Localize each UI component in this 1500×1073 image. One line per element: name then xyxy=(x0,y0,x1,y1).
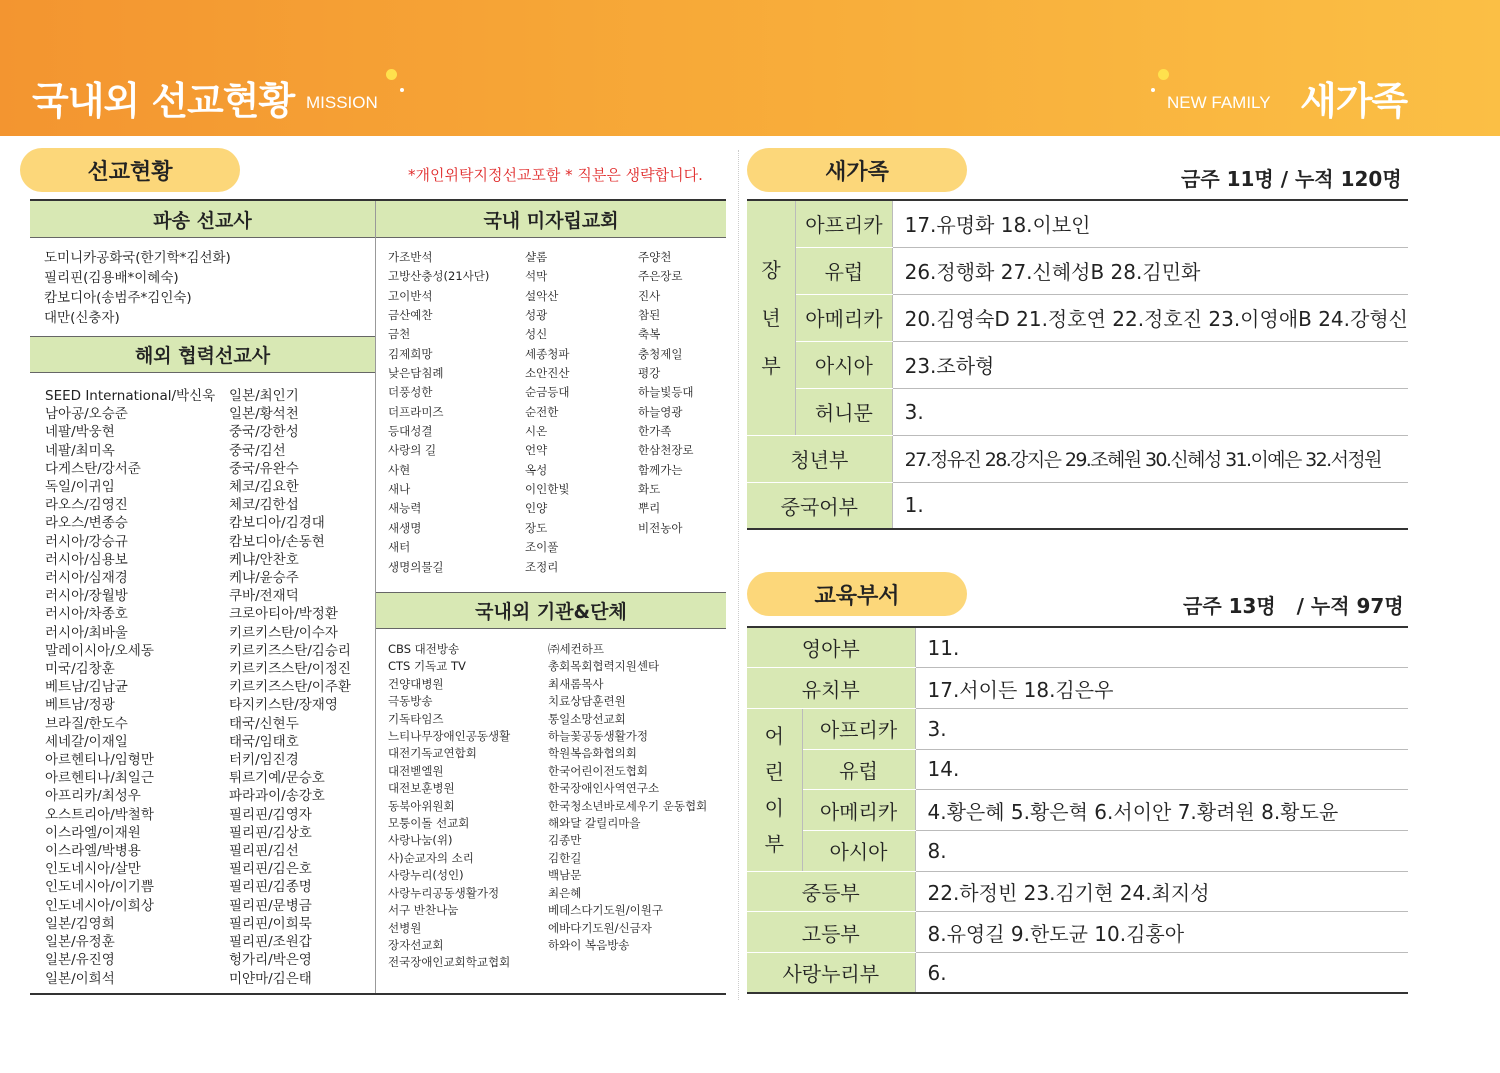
dispatched-heading: 파송 선교사 xyxy=(30,201,375,238)
overseas-item: 중국/강한성 xyxy=(229,424,299,441)
overseas-item: 아르헨티나/임형만 xyxy=(45,752,154,769)
overseas-item: 필리핀/조원갑 xyxy=(229,934,312,951)
institution-item: 사랑누리공동생활가정 xyxy=(388,885,500,900)
decor-dot-icon xyxy=(1151,88,1155,92)
domestic-church-item: 새능력 xyxy=(388,501,422,516)
row-value: 8. xyxy=(915,830,1408,871)
row-label: 아프리카 xyxy=(796,200,892,247)
overseas-item: 일본/유정훈 xyxy=(45,934,115,951)
institution-item: 사랑누리(성인) xyxy=(388,868,464,883)
domestic-church-item: 김제희망 xyxy=(388,346,433,361)
domestic-church-item: 화도 xyxy=(638,482,661,497)
row-value: 6. xyxy=(915,953,1408,994)
overseas-item: 일본/유진영 xyxy=(45,952,115,969)
institution-item: 사랑나눔(위) xyxy=(388,833,453,848)
domestic-church-item: 조정리 xyxy=(525,559,559,574)
overseas-item: 아르헨티나/최일근 xyxy=(45,770,154,787)
institution-item: 하와이 복음방송 xyxy=(548,937,630,952)
overseas-item: 튀르기예/문승호 xyxy=(229,770,325,787)
row-value: 20.김영숙D 21.정호연 22.정호진 23.이영애B 24.강형신 xyxy=(892,294,1408,341)
newfamily-subtitle: NEW FAMILY xyxy=(1167,93,1271,112)
mission-title: 국내외 선교현황 xyxy=(32,79,295,123)
group-label-char: 부 xyxy=(761,353,781,378)
group-label-char: 년 xyxy=(761,305,781,330)
institution-item: 김종만 xyxy=(548,833,582,848)
row-value: 3. xyxy=(915,708,1408,749)
institution-item: 극동방송 xyxy=(388,694,433,709)
overseas-item: 필리핀/김영자 xyxy=(229,806,312,823)
row-value: 8.유영길 9.한도균 10.김홍아 xyxy=(915,912,1408,953)
mission-right-column xyxy=(375,201,726,993)
row-label: 영아부 xyxy=(747,627,915,668)
domestic-church-item: 더프라미즈 xyxy=(388,404,444,419)
overseas-item: 베트남/김남균 xyxy=(45,679,128,696)
table-row xyxy=(747,708,1408,749)
row-label: 아메리카 xyxy=(796,294,892,341)
domestic-church-item: 석막 xyxy=(525,269,548,284)
education-table xyxy=(747,626,1408,994)
institution-item: 건양대병원 xyxy=(388,676,444,691)
decor-dot-icon xyxy=(400,88,404,92)
overseas-item: 세네갈/이재일 xyxy=(45,733,128,750)
domestic-church-item: 고이반석 xyxy=(388,288,433,303)
institution-item: 서구 반찬나눔 xyxy=(388,903,459,918)
institution-item: 하늘꽃공동생활가정 xyxy=(548,729,648,744)
table-row xyxy=(747,247,1408,294)
decor-dot-icon xyxy=(1158,69,1169,80)
domestic-church-item: 함께가는 xyxy=(638,462,683,477)
row-value: 22.하정빈 23.김기현 24.최지성 xyxy=(915,871,1408,912)
table-row xyxy=(747,749,1408,790)
row-label: 사랑누리부 xyxy=(747,953,915,994)
group-label-char: 부 xyxy=(764,831,784,856)
overseas-item: 인도네시아/이희상 xyxy=(45,897,154,914)
institution-item: 장자선교회 xyxy=(388,937,444,952)
domestic-church-item: 금천 xyxy=(388,327,411,342)
domestic-church-item: 새터 xyxy=(388,540,411,555)
overseas-item: 체코/김요한 xyxy=(229,479,299,496)
overseas-item: 러시아/심용보 xyxy=(45,551,128,568)
overseas-item: 아프리카/최성우 xyxy=(45,788,141,805)
group-label-children xyxy=(747,708,802,871)
row-label: 청년부 xyxy=(747,435,892,482)
decor-dot-icon xyxy=(386,69,397,80)
domestic-church-item: 낮은담침례 xyxy=(388,366,444,381)
overseas-list-col1 xyxy=(45,387,215,988)
overseas-item: 라오스/변종승 xyxy=(45,515,128,532)
domestic-church-item: 한가족 xyxy=(638,424,672,439)
newfamily-title: 새가족 xyxy=(1300,79,1408,123)
row-value: 23.조하형 xyxy=(892,341,1408,388)
row-label: 아프리카 xyxy=(802,708,915,749)
domestic-list-col2 xyxy=(525,248,569,577)
institution-item: 대전기독교연합회 xyxy=(388,746,477,761)
domestic-church-item: 새생명 xyxy=(388,520,422,535)
table-row xyxy=(747,830,1408,871)
row-value: 4.황은혜 5.황은혁 6.서이안 7.황려원 8.황도윤 xyxy=(915,790,1408,831)
institution-item: 대전보훈병원 xyxy=(388,781,455,796)
overseas-item: 말레이시아/오세동 xyxy=(45,642,154,659)
institution-item: 사)순교자의 소리 xyxy=(388,850,474,865)
domestic-church-item: 이인한빛 xyxy=(525,482,570,497)
domestic-church-item: 샬롬 xyxy=(525,250,548,264)
group-label-char: 어 xyxy=(764,723,784,748)
domestic-church-item: 고방산충성(21사단) xyxy=(388,269,490,284)
domestic-church-item: 생명의물길 xyxy=(388,559,444,574)
domestic-heading: 국내 미자립교회 xyxy=(376,201,726,238)
overseas-item: 독일/이귀임 xyxy=(45,479,115,496)
table-row xyxy=(747,953,1408,994)
overseas-item: 키르키즈스탄/이주환 xyxy=(229,679,351,696)
overseas-item: 브라질/한도수 xyxy=(45,715,128,732)
domestic-church-item: 한삼천장로 xyxy=(638,443,694,458)
overseas-item: 라오스/김영진 xyxy=(45,497,128,514)
overseas-item: 일본/김영희 xyxy=(45,915,115,932)
domestic-church-item: 옥성 xyxy=(525,462,548,477)
overseas-item: 캄보디아/김경대 xyxy=(229,515,325,532)
overseas-item: 러시아/최바울 xyxy=(45,624,128,641)
domestic-church-item: 가조반석 xyxy=(388,250,433,264)
section-divider xyxy=(738,150,739,1000)
domestic-church-item: 소안진산 xyxy=(525,366,570,381)
table-row xyxy=(747,790,1408,831)
overseas-item: 일본/이희석 xyxy=(45,970,115,987)
mission-note: *개인위탁지정선교포함 * 직분은 생략합니다. xyxy=(408,166,703,184)
group-label-adult xyxy=(747,200,796,435)
overseas-item: 러시아/장월방 xyxy=(45,588,128,605)
domestic-church-item: 성광 xyxy=(525,308,548,323)
domestic-church-item: 진사 xyxy=(638,288,661,303)
group-label-char: 장 xyxy=(761,257,781,282)
table-row xyxy=(747,482,1408,529)
row-value: 26.정행화 27.신혜성B 28.김민화 xyxy=(892,247,1408,294)
overseas-item: 케냐/안찬호 xyxy=(229,551,299,568)
overseas-item: 필리핀/김선 xyxy=(229,843,299,860)
domestic-church-item: 사랑의 길 xyxy=(388,443,437,458)
institution-item: 한국장애인사역연구소 xyxy=(548,781,660,796)
overseas-list-col2 xyxy=(229,387,351,988)
table-row xyxy=(747,912,1408,953)
domestic-list-col1 xyxy=(388,248,489,577)
newfamily-table xyxy=(747,199,1408,530)
institution-item: CTS 기독교 TV xyxy=(388,659,466,674)
table-row xyxy=(747,668,1408,709)
row-label: 유럽 xyxy=(796,247,892,294)
domestic-church-item: 새나 xyxy=(388,482,411,497)
institution-item: 선병원 xyxy=(388,920,422,935)
institution-item: 기독타임즈 xyxy=(388,711,444,726)
domestic-church-item: 언약 xyxy=(525,443,548,458)
institutions-list-col2 xyxy=(548,641,707,954)
row-value: 1. xyxy=(892,482,1408,529)
institution-item: 동북아위원회 xyxy=(388,798,455,813)
institution-item: ㈜세컨하프 xyxy=(548,642,604,656)
group-label-char: 린 xyxy=(764,759,784,784)
group-label-char: 이 xyxy=(764,795,784,820)
overseas-item: 체코/김한섭 xyxy=(229,497,299,514)
overseas-item: 필리핀/김종명 xyxy=(229,879,312,896)
domestic-church-item: 주양천 xyxy=(638,250,672,264)
overseas-item: 러시아/강승규 xyxy=(45,533,128,550)
row-label: 중등부 xyxy=(747,871,915,912)
domestic-church-item: 하늘빛등대 xyxy=(638,385,694,400)
header-banner xyxy=(0,0,1500,136)
row-label: 아메리카 xyxy=(802,790,915,831)
overseas-item: 키르키스탄/이수자 xyxy=(229,624,338,641)
row-value: 17.서이든 18.김은우 xyxy=(915,668,1408,709)
newfamily-summary: 금주 11명 / 누적 120명 xyxy=(1181,167,1402,191)
institution-item: 전국장애인교회학교협회 xyxy=(388,955,511,970)
domestic-church-item: 순전한 xyxy=(525,404,559,419)
domestic-church-item: 등대성결 xyxy=(388,424,433,439)
domestic-church-item: 시온 xyxy=(525,424,548,439)
row-value: 3. xyxy=(892,388,1408,435)
table-row xyxy=(747,435,1408,482)
overseas-item: 남아공/오승준 xyxy=(45,406,128,423)
institution-item: CBS 대전방송 xyxy=(388,642,460,656)
overseas-item: 인도네시아/이기쁨 xyxy=(45,879,154,896)
overseas-item: 러시아/차종호 xyxy=(45,606,128,623)
overseas-item: 중국/유완수 xyxy=(229,460,299,477)
institutions-list-col1 xyxy=(388,641,510,972)
overseas-item: 인도네시아/살만 xyxy=(45,861,141,878)
domestic-church-item: 성신 xyxy=(525,327,548,342)
overseas-item: 필리핀/이희묵 xyxy=(229,915,312,932)
overseas-item: SEED International/박신욱 xyxy=(45,388,216,404)
overseas-item: 미국/김창훈 xyxy=(45,661,115,678)
institution-item: 대전벧엘원 xyxy=(388,763,444,778)
overseas-item: 캄보디아/손동현 xyxy=(229,533,325,550)
institution-item: 느티나무장애인공동생활 xyxy=(388,729,511,744)
overseas-item: 태국/임태호 xyxy=(229,733,299,750)
domestic-church-item: 조이풀 xyxy=(525,540,559,555)
education-summary: 금주 13명 / 누적 97명 xyxy=(1183,594,1404,618)
domestic-church-item: 사현 xyxy=(388,462,411,477)
institution-item: 총회목회협력지원센타 xyxy=(548,659,660,674)
overseas-item: 헝가리/박은영 xyxy=(229,952,312,969)
overseas-item: 일본/황석천 xyxy=(229,406,299,423)
overseas-item: 파라과이/송강호 xyxy=(229,788,325,805)
overseas-item: 크로아티아/박정환 xyxy=(229,606,338,623)
row-value: 27.정유진 28.강지은 29.조혜원 30.신혜성 31.이예은 32.서정원 xyxy=(892,435,1408,482)
overseas-item: 필리핀/김상호 xyxy=(229,824,312,841)
row-label: 아시아 xyxy=(802,830,915,871)
row-label: 아시아 xyxy=(796,341,892,388)
institution-item: 최은혜 xyxy=(548,885,582,900)
row-value: 14. xyxy=(915,749,1408,790)
domestic-church-item: 축복 xyxy=(638,327,661,342)
dispatched-item: 대만(신충자) xyxy=(44,310,120,326)
overseas-item: 키르키즈스탄/김승리 xyxy=(229,642,351,659)
dispatched-list xyxy=(44,248,231,328)
table-row xyxy=(747,341,1408,388)
overseas-item: 케냐/윤승주 xyxy=(229,570,299,587)
institution-item: 베데스다기도원/이원구 xyxy=(548,903,663,918)
overseas-item: 네팔/박웅현 xyxy=(45,424,115,441)
overseas-item: 다게스탄/강서준 xyxy=(45,460,141,477)
mission-table xyxy=(30,199,726,995)
domestic-church-item: 세종청파 xyxy=(525,346,570,361)
table-row xyxy=(747,388,1408,435)
domestic-church-item: 설악산 xyxy=(525,288,559,303)
domestic-church-item: 장도 xyxy=(525,520,548,535)
dispatched-item: 필리핀(김용배*이혜숙) xyxy=(44,270,179,286)
overseas-heading: 해외 협력선교사 xyxy=(30,336,375,373)
institution-item: 백남문 xyxy=(548,868,582,883)
row-label: 중국어부 xyxy=(747,482,892,529)
institution-item: 최새롬목사 xyxy=(548,676,604,691)
overseas-item: 일본/최인기 xyxy=(229,388,299,404)
domestic-church-item: 더풍성한 xyxy=(388,385,433,400)
dispatched-item: 캄보디아(송범주*김인숙) xyxy=(44,290,192,306)
table-row xyxy=(747,200,1408,247)
domestic-list-col3 xyxy=(638,248,694,538)
row-label: 고등부 xyxy=(747,912,915,953)
domestic-church-item: 비전농아 xyxy=(638,520,683,535)
overseas-item: 네팔/최미옥 xyxy=(45,442,115,459)
row-label: 유럽 xyxy=(802,749,915,790)
domestic-church-item: 하늘영광 xyxy=(638,404,683,419)
institution-item: 치료상담훈련원 xyxy=(548,694,626,709)
table-row xyxy=(747,294,1408,341)
row-label: 허니문 xyxy=(796,388,892,435)
institution-item: 학원복음화협의회 xyxy=(548,746,637,761)
overseas-item: 쿠바/전재덕 xyxy=(229,588,299,605)
overseas-item: 필리핀/김은호 xyxy=(229,861,312,878)
domestic-church-item: 인양 xyxy=(525,501,548,516)
table-row xyxy=(747,871,1408,912)
overseas-item: 필리핀/문병금 xyxy=(229,897,312,914)
institution-item: 한국어린이전도협회 xyxy=(548,763,648,778)
domestic-church-item: 금산예찬 xyxy=(388,308,433,323)
overseas-item: 베트남/정광 xyxy=(45,697,115,714)
dispatched-item: 도미니카공화국(한기학*김선화) xyxy=(44,250,231,266)
row-value: 11. xyxy=(915,627,1408,668)
education-pill: 교육부서 xyxy=(747,572,967,616)
overseas-item: 이스라엘/박병용 xyxy=(45,843,141,860)
domestic-church-item: 뿌리 xyxy=(638,501,661,516)
overseas-item: 태국/신현두 xyxy=(229,715,299,732)
mission-subtitle: MISSION xyxy=(306,93,378,112)
institution-item: 모퉁이돌 선교회 xyxy=(388,816,470,831)
domestic-church-item: 평강 xyxy=(638,366,661,381)
domestic-church-item: 순금등대 xyxy=(525,385,570,400)
institution-item: 통일소망선교회 xyxy=(548,711,626,726)
overseas-item: 이스라엘/이재원 xyxy=(45,824,141,841)
institutions-heading: 국내외 기관&단체 xyxy=(376,592,726,629)
mission-pill: 선교현황 xyxy=(20,148,240,192)
domestic-church-item: 충청제일 xyxy=(638,346,683,361)
newfamily-pill: 새가족 xyxy=(747,148,967,192)
institution-item: 해와달 갈릴리마을 xyxy=(548,816,641,831)
overseas-item: 미얀마/김은태 xyxy=(229,970,312,987)
domestic-church-item: 주은장로 xyxy=(638,269,683,284)
mission-left-column xyxy=(30,201,375,993)
overseas-item: 러시아/심재경 xyxy=(45,570,128,587)
overseas-item: 오스트리아/박철학 xyxy=(45,806,154,823)
overseas-item: 키르키즈스탄/이정진 xyxy=(229,661,351,678)
row-label: 유치부 xyxy=(747,668,915,709)
institution-item: 김한길 xyxy=(548,850,582,865)
overseas-item: 중국/김선 xyxy=(229,442,286,459)
table-row xyxy=(747,627,1408,668)
institution-item: 에바다기도원/신금자 xyxy=(548,920,652,935)
institution-item: 한국청소년바로세우기 운동협회 xyxy=(548,798,708,813)
domestic-church-item: 참된 xyxy=(638,308,661,323)
overseas-item: 터키/임진경 xyxy=(229,752,299,769)
overseas-item: 타지키스탄/장재영 xyxy=(229,697,338,714)
row-value: 17.유명화 18.이보인 xyxy=(892,200,1408,247)
